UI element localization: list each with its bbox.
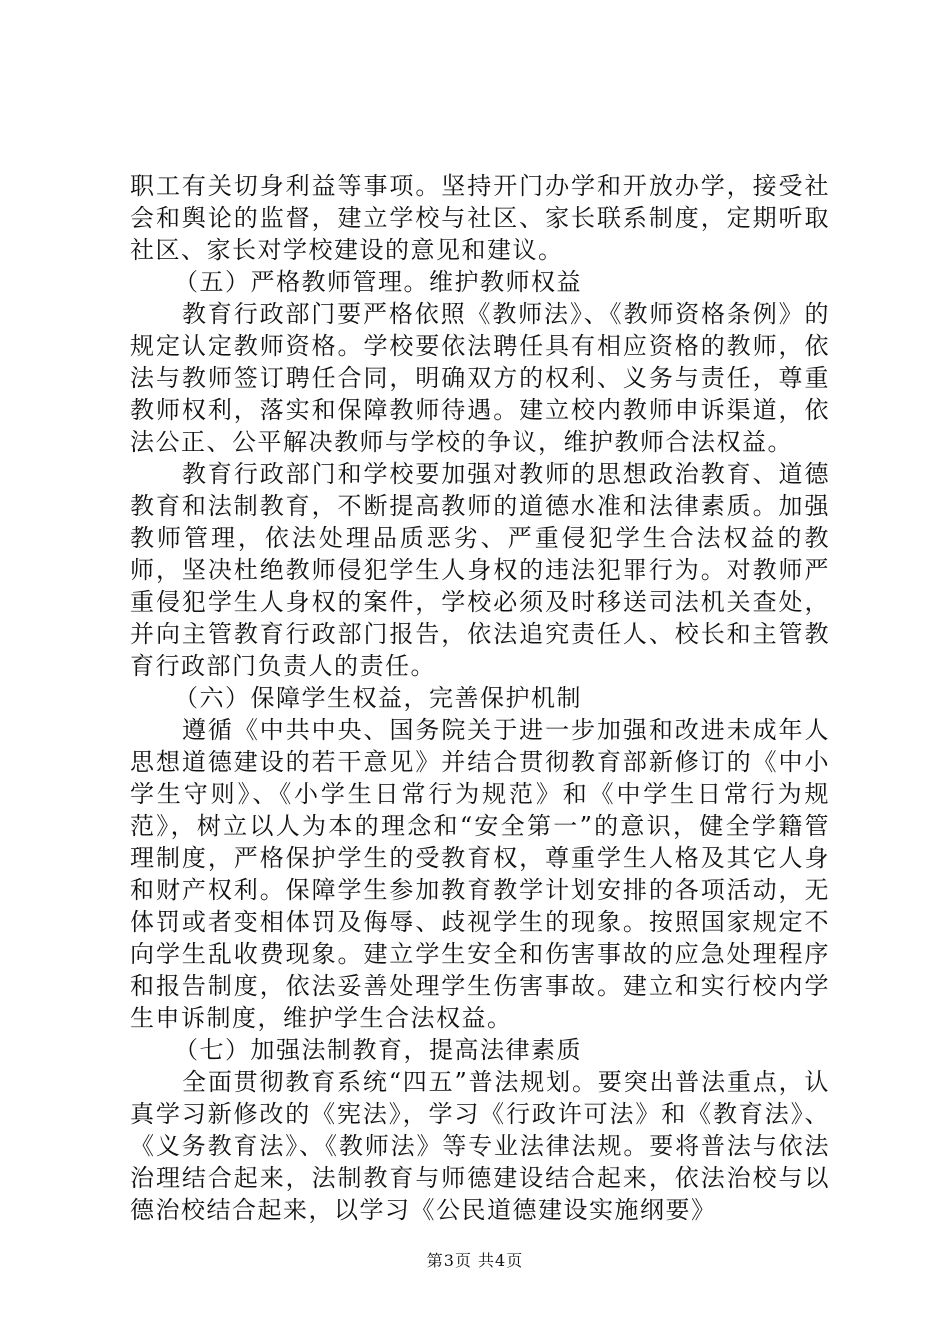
page-footer: 第3页 共4页 xyxy=(426,1251,524,1270)
paragraph: 教育行政部门要严格依照《教师法》、《教师资格条例》的规定认定教师资格。学校要依法聘任具有相应资格的教师，依法与教师签订聘任合同，明确双方的权利、义务与责任，尊重教师权利，落实和保障教师待遇。建立校内教师申诉渠道，依法公正、公平解决教师与学校的争议，维护教师合法权益。 xyxy=(130,300,830,456)
paragraph: 教育行政部门和学校要加强对教师的思想政治教育、道德教育和法制教育，不断提高教师的道德水准和法律素质。加强教师管理，依法处理品质恶劣、严重侵犯学生合法权益的教师，坚决杜绝教师侵犯学生人身权的违法犯罪行为。对教师严重侵犯学生人身权的案件，学校必须及时移送司法机关查处，并向主管教育行政部门报告，依法追究责任人、校长和主管教育行政部门负责人的责任。 xyxy=(130,460,830,680)
section-heading-7: （七）加强法制教育，提高法律素质 xyxy=(174,1036,582,1064)
paragraph: 遵循《中共中央、国务院关于进一步加强和改进未成年人思想道德建设的若干意见》并结合贯彻教育部新修订的《中小学生守则》、《小学生日常行为规范》和《中学生日常行为规范》，树立以人为本的理念和“安全第一”的意识，健全学籍管理制度，严格保护学生的受教育权，尊重学生人格及其它人身和财产权利。保障学生参加教育教学计划安排的各项活动，无体罚或者变相体罚及侮辱、歧视学生的现象。按照国家规定不向学生乱收费现象。建立学生安全和伤害事故的应急处理程序和报告制度，依法妥善处理学生伤害事故。建立和实行校内学生申诉制度，维护学生合法权益。 xyxy=(130,716,830,1032)
section-heading-5: （五）严格教师管理。维护教师权益 xyxy=(174,268,582,296)
paragraph: 全面贯彻教育系统“四五”普法规划。要突出普法重点，认真学习新修改的《宪法》，学习《行政许可法》和《教育法》、《义务教育法》、《教师法》等专业法律法规。要将普法与依法治理结合起来，法制教育与师德建设结合起来，依法治校与以德治校结合起来，以学习《公民道德建设实施纲要》 xyxy=(130,1068,830,1224)
section-heading-6: （六）保障学生权益，完善保护机制 xyxy=(174,684,582,712)
paragraph-continuation: 职工有关切身利益等事项。坚持开门办学和开放办学，接受社会和舆论的监督，建立学校与社区、家长联系制度，定期听取社区、家长对学校建设的意见和建议。 xyxy=(130,172,830,264)
document-body xyxy=(130,170,830,1226)
